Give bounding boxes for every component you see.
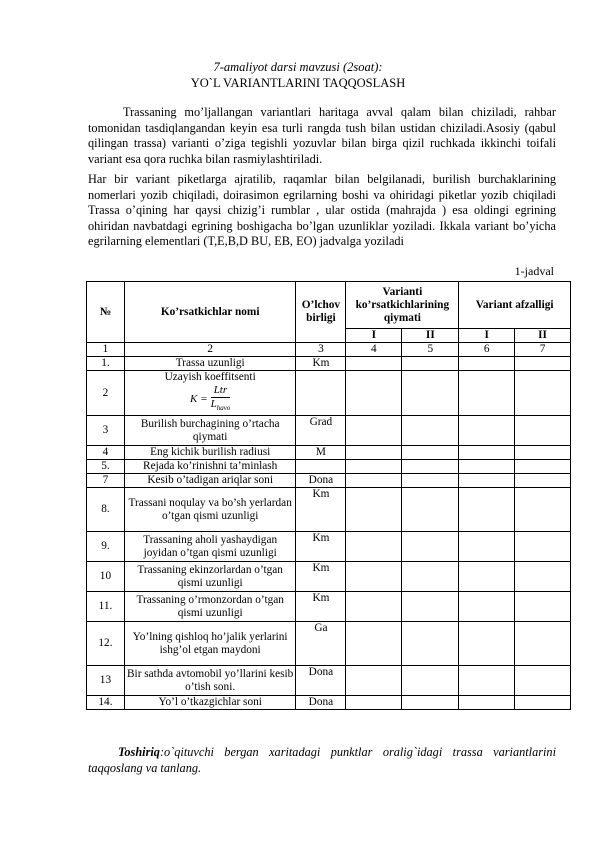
value-cell[interactable] (515, 416, 571, 446)
table-row (87, 474, 571, 488)
value-cell[interactable] (459, 622, 515, 666)
row-unit: Km (296, 488, 346, 532)
row-indicator-name: Yo’lning qishloq ho’jalik yerlarini ishg’ol etgan maydoni (124, 622, 296, 666)
row-indicator-name: Kesib o’tadigan ariqlar soni (124, 474, 296, 488)
value-cell[interactable] (515, 532, 571, 562)
value-cell[interactable] (515, 460, 571, 474)
row-indicator-name (124, 371, 296, 416)
column-number: 3 (296, 343, 346, 357)
value-cell[interactable] (459, 532, 515, 562)
header-variant-values: Varianti ko’rsatkichlarining qiymati (346, 282, 459, 329)
header-variant-advantage: Variant afzalligi (459, 282, 571, 329)
value-cell[interactable] (402, 696, 459, 710)
paragraph-details: Har bir variant piketlarga ajratilib, raqamlar bilan belgilanadi, burilish burchaklarining nomerlari yozib chiqiladi, doirasimon egrilarning boshi va ohiridagi piketlar yozib chiqiladi Trassa o’qining har qaysi chizig’i rumblar , ular ostida (mahrajda ) esa oldingi egrining ohiridan navbatdagi egrining boshigacha bo’lgan uzunliklar yoziladi. Ikkala variant bo’yicha egrilarning elementlari (T,E,B,D BU, EB, EO) jadvalga yoziladi (88, 172, 556, 249)
formula-denominator-main: L (210, 398, 217, 410)
row-number: 8. (87, 488, 125, 532)
value-cell[interactable] (459, 488, 515, 532)
value-cell[interactable] (515, 592, 571, 622)
row-number: 3 (87, 416, 125, 446)
value-cell[interactable] (459, 416, 515, 446)
lesson-subtitle: 7-amaliyot darsi mavzusi (2soat): (213, 60, 383, 74)
assignment-label: Toshiriq (118, 745, 160, 759)
row-unit: Km (296, 562, 346, 592)
value-cell[interactable] (515, 666, 571, 696)
row-number: 4 (87, 446, 125, 460)
column-number: 5 (402, 343, 459, 357)
paragraph-intro: Trassaning mo’ljallangan variantlari haritaga avval qalam bilan chiziladi, rahbar tomonidan tasdiqlangandan keyin esa turli rangda tush bilan ustidan chiziladi.Asosiy (qabul qilingan trassa) varianti o’ziga tegishli yozuvlar bilan birga qizil ruchkada ikkinchi toifali variant esa qora ruchka bilan rasmiylashtiriladi. (88, 105, 556, 166)
table-row (87, 696, 571, 710)
table-row (87, 446, 571, 460)
row-unit: Grad (296, 416, 346, 446)
formula-denominator (211, 398, 231, 415)
assignment-note (88, 745, 556, 776)
value-cell[interactable] (459, 371, 515, 416)
table-caption: 1-jadval (514, 264, 554, 278)
value-cell[interactable] (515, 696, 571, 710)
row-number: 5. (87, 460, 125, 474)
row-number: 9. (87, 532, 125, 562)
value-cell[interactable] (402, 446, 459, 460)
table-row (87, 488, 571, 532)
value-cell[interactable] (459, 446, 515, 460)
row-indicator-name: Burilish burchagining o’rtacha qiymati (124, 416, 296, 446)
row-indicator-name: Bir sathda avtomobil yo’llarini kesib o’tish soni. (124, 666, 296, 696)
value-cell[interactable] (459, 460, 515, 474)
row-unit: Dona (296, 666, 346, 696)
value-cell[interactable] (346, 371, 402, 416)
value-cell[interactable] (346, 474, 402, 488)
value-cell[interactable] (346, 446, 402, 460)
row-number: 2 (87, 371, 125, 416)
value-cell[interactable] (346, 696, 402, 710)
column-number: 4 (346, 343, 402, 357)
row-unit: M (296, 446, 346, 460)
value-cell[interactable] (459, 357, 515, 371)
value-cell[interactable] (402, 460, 459, 474)
row-unit (296, 460, 346, 474)
value-cell[interactable] (459, 474, 515, 488)
row-indicator-name: Trassaning ekinzorlardan o’tgan qismi uzunligi (124, 562, 296, 592)
row-unit (296, 371, 346, 416)
row-indicator-name: Rejada ko’rinishni ta’minlash (124, 460, 296, 474)
formula-fraction (211, 384, 231, 415)
column-number: 6 (459, 343, 515, 357)
value-cell[interactable] (346, 592, 402, 622)
table-row (87, 532, 571, 562)
row-unit: Km (296, 357, 346, 371)
value-cell[interactable] (402, 474, 459, 488)
row-number: 11. (87, 592, 125, 622)
row-indicator-name: Trassaning o’rmonzordan o’tgan qismi uzunligi (124, 592, 296, 622)
row-unit: Km (296, 532, 346, 562)
column-number: 2 (124, 343, 296, 357)
table-row (87, 416, 571, 446)
row-indicator-name: Trassaning aholi yashaydigan joyidan o’tgan qismi uzunligi (124, 532, 296, 562)
comparison-table (86, 281, 571, 710)
value-cell[interactable] (402, 416, 459, 446)
row-number: 12. (87, 622, 125, 666)
row-indicator-name: Trassani noqulay va bo’sh yerlardan o’tgan qismi uzunligi (124, 488, 296, 532)
value-cell[interactable] (402, 532, 459, 562)
table-row (87, 622, 571, 666)
value-cell[interactable] (515, 371, 571, 416)
row-unit: Ga (296, 622, 346, 666)
row-number: 7 (87, 474, 125, 488)
elongation-formula (190, 384, 230, 415)
table-row (87, 357, 571, 371)
value-cell[interactable] (346, 532, 402, 562)
row-unit: Km (296, 592, 346, 622)
value-cell[interactable] (346, 666, 402, 696)
column-number-row (87, 343, 571, 357)
value-cell[interactable] (402, 622, 459, 666)
value-cell[interactable] (515, 357, 571, 371)
value-cell[interactable] (346, 622, 402, 666)
header-advantage-ii: II (515, 329, 571, 343)
formula-numerator: Ltr (211, 384, 230, 398)
row-number: 14. (87, 696, 125, 710)
formula-denominator-sub: havo (216, 404, 231, 413)
row-number: 1. (87, 357, 125, 371)
header-variant-i: I (346, 329, 402, 343)
row-indicator-name: Eng kichik burilish radiusi (124, 446, 296, 460)
value-cell[interactable] (402, 562, 459, 592)
table-row (87, 562, 571, 592)
value-cell[interactable] (459, 592, 515, 622)
value-cell[interactable] (402, 666, 459, 696)
value-cell[interactable] (346, 562, 402, 592)
header-unit: O’lchov birligi (296, 282, 346, 343)
row-number: 10 (87, 562, 125, 592)
value-cell[interactable] (402, 592, 459, 622)
value-cell[interactable] (515, 488, 571, 532)
value-cell[interactable] (459, 562, 515, 592)
value-cell[interactable] (402, 357, 459, 371)
header-row (87, 282, 571, 329)
value-cell[interactable] (346, 416, 402, 446)
value-cell[interactable] (346, 460, 402, 474)
document-title: YO`L VARIANTLARINI TAQQOSLASH (190, 76, 406, 90)
row-unit: Dona (296, 696, 346, 710)
value-cell[interactable] (515, 446, 571, 460)
formula-lhs: K = (190, 393, 208, 406)
value-cell[interactable] (459, 696, 515, 710)
row-indicator-name: Yo’l o’tkazgichlar soni (124, 696, 296, 710)
value-cell[interactable] (402, 488, 459, 532)
header-indicator-name: Ko’rsatkichlar nomi (124, 282, 296, 343)
value-cell[interactable] (346, 357, 402, 371)
table-row (87, 592, 571, 622)
row-number: 13 (87, 666, 125, 696)
header-advantage-i: I (459, 329, 515, 343)
header-number: № (87, 282, 125, 343)
table-row (87, 371, 571, 416)
column-number: 1 (87, 343, 125, 357)
value-cell[interactable] (346, 488, 402, 532)
row-indicator-name: Trassa uzunligi (124, 357, 296, 371)
header-variant-ii: II (402, 329, 459, 343)
table-row (87, 460, 571, 474)
column-number: 7 (515, 343, 571, 357)
value-cell[interactable] (402, 371, 459, 416)
value-cell[interactable] (515, 622, 571, 666)
row-unit: Dona (296, 474, 346, 488)
value-cell[interactable] (515, 474, 571, 488)
row-indicator-label: Uzayish koeffitsenti (164, 371, 256, 383)
value-cell[interactable] (515, 562, 571, 592)
assignment-text: :o`qituvchi bergan xaritadagi punktlar oralig`idagi trassa variantlarini taqqoslang va tanlang. (88, 745, 556, 775)
value-cell[interactable] (459, 666, 515, 696)
table-row (87, 666, 571, 696)
